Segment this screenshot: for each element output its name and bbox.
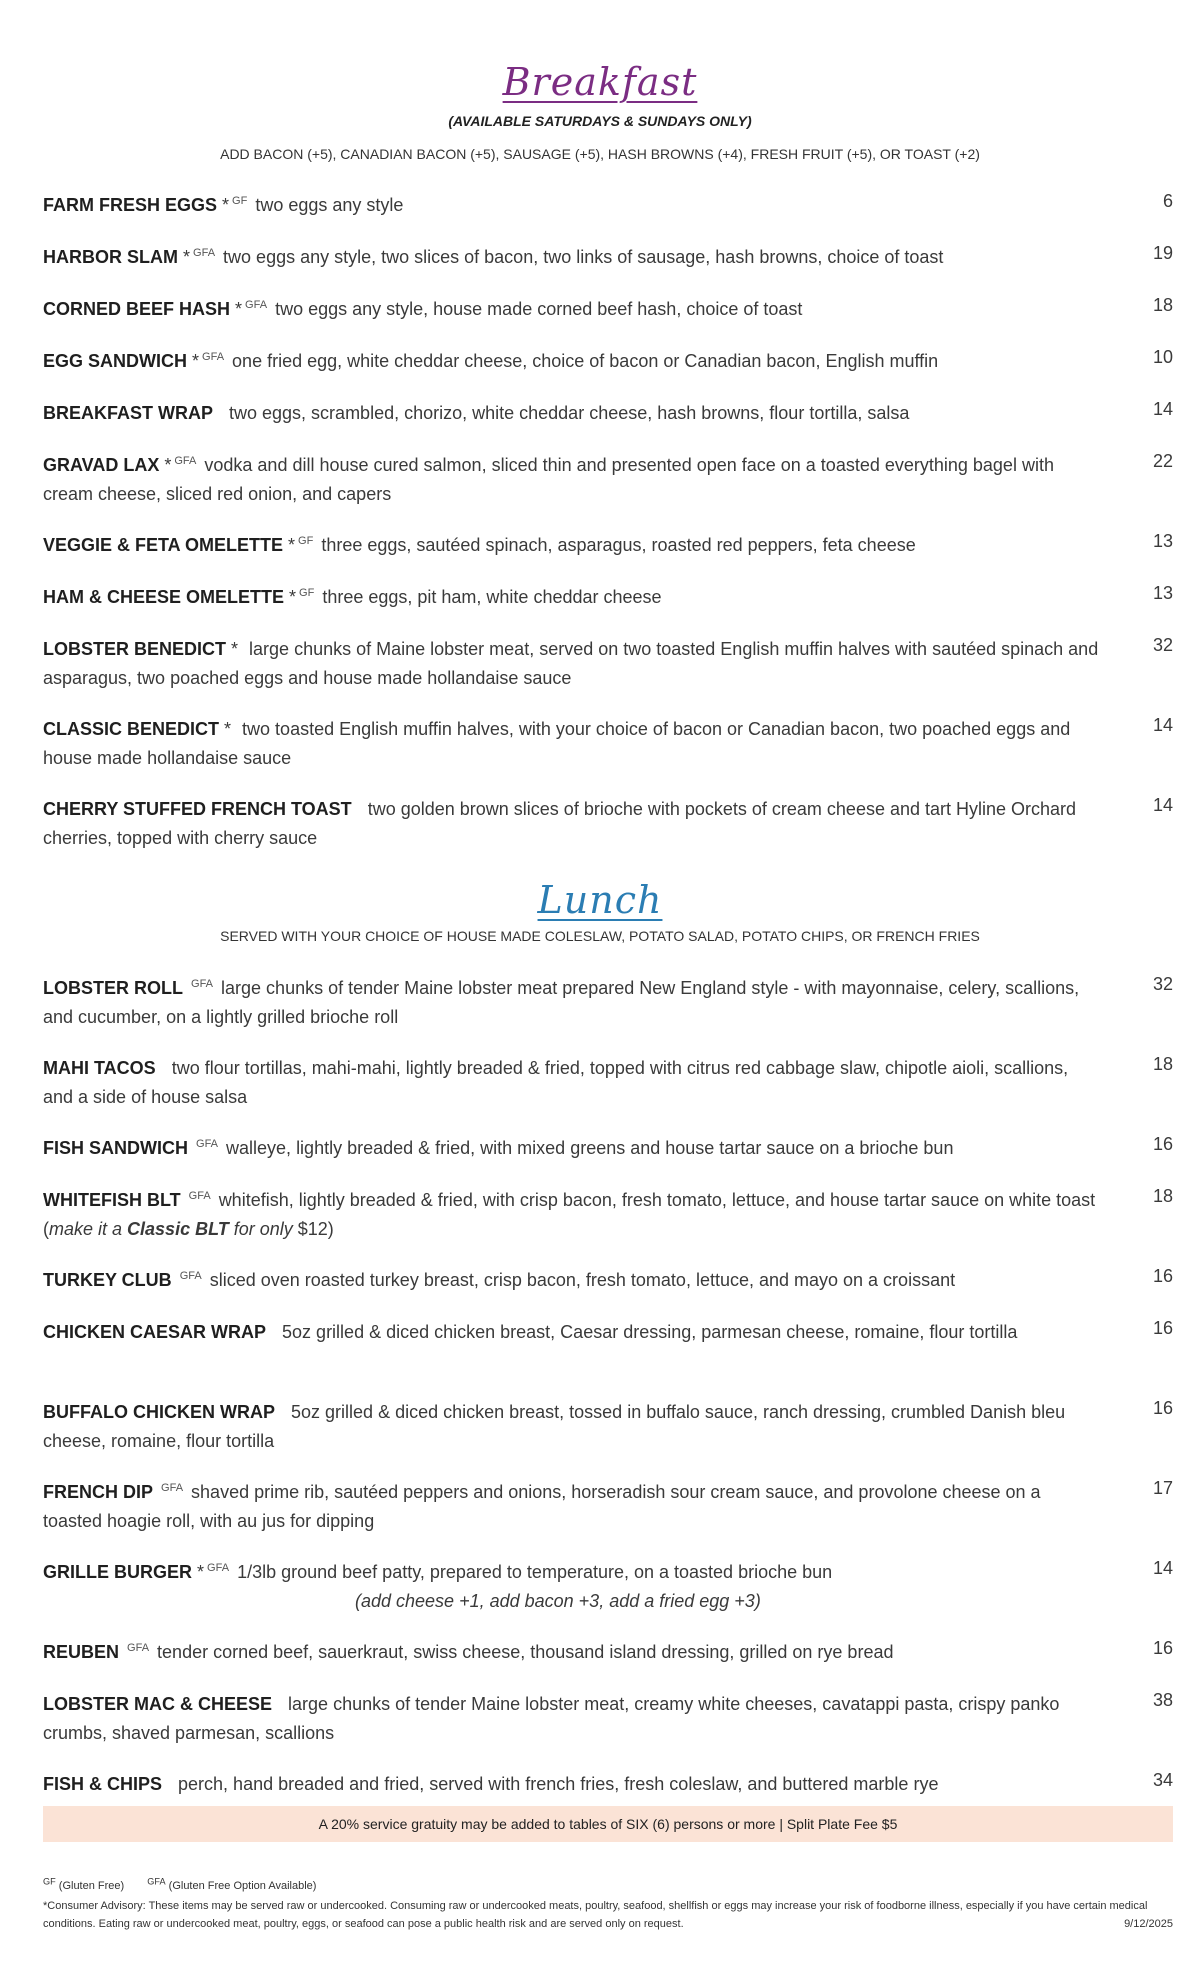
raw-advisory-mark: * bbox=[288, 535, 296, 555]
breakfast-availability: (AVAILABLE SATURDAYS & SUNDAYS ONLY) bbox=[448, 113, 752, 129]
item-description: perch, hand breaded and fried, served with french fries, fresh coleslaw, and buttered marble rye bbox=[178, 1774, 939, 1794]
item-name: BREAKFAST WRAP bbox=[43, 403, 213, 423]
lunch-items bbox=[43, 970, 1173, 1818]
raw-advisory-mark: * bbox=[231, 639, 239, 659]
item-price: 22 bbox=[1152, 451, 1173, 471]
gfa-label: (Gluten Free Option Available) bbox=[168, 1879, 317, 1892]
burger-addons: (add cheese +1, add bacon +3, add a fried egg +3) bbox=[355, 1591, 761, 1611]
raw-advisory-mark: * bbox=[183, 247, 191, 267]
menu-item bbox=[43, 1314, 1173, 1394]
gluten-mark: GFA bbox=[191, 978, 214, 990]
raw-advisory-mark: * bbox=[235, 299, 243, 319]
raw-advisory-mark: * bbox=[164, 455, 172, 475]
item-name: CHICKEN CAESAR WRAP bbox=[43, 1322, 267, 1342]
gluten-mark: GFA bbox=[193, 247, 216, 259]
item-name: VEGGIE & FETA OMELETTE bbox=[43, 535, 284, 555]
gfa-mark: GFA bbox=[147, 1876, 166, 1886]
item-price: 14 bbox=[1152, 715, 1173, 735]
item-name: HARBOR SLAM bbox=[43, 247, 178, 267]
menu-item bbox=[43, 447, 1173, 527]
item-description: shaved prime rib, sautéed peppers and onions, horseradish sour cream sauce, and provolone cheese on a toasted hoagie roll, with au jus for dipping bbox=[43, 1482, 1041, 1531]
menu-item bbox=[43, 631, 1173, 711]
item-price: 16 bbox=[1152, 1318, 1173, 1338]
item-name: FISH & CHIPS bbox=[43, 1774, 163, 1794]
gluten-mark: GFA bbox=[245, 299, 268, 311]
menu-item bbox=[43, 239, 1173, 291]
item-name: CORNED BEEF HASH bbox=[43, 299, 231, 319]
lunch-title: Lunch bbox=[537, 878, 663, 922]
menu-item bbox=[43, 1474, 1173, 1554]
item-name: CHERRY STUFFED FRENCH TOAST bbox=[43, 799, 352, 819]
menu-item bbox=[43, 1686, 1173, 1766]
item-price: 32 bbox=[1152, 635, 1173, 655]
item-description: tender corned beef, sauerkraut, swiss cheese, thousand island dressing, grilled on rye bread bbox=[157, 1642, 894, 1662]
item-name: REUBEN bbox=[43, 1642, 120, 1662]
item-description: two golden brown slices of brioche with pockets of cream cheese and tart Hyline Orchard cherries, topped with cherry sauce bbox=[43, 799, 1077, 848]
raw-advisory-mark: * bbox=[222, 195, 230, 215]
item-description-end: $12) bbox=[292, 1219, 334, 1239]
footnotes bbox=[43, 1872, 1173, 1933]
breakfast-title: Breakfast bbox=[502, 60, 698, 104]
menu-item bbox=[43, 343, 1173, 395]
menu-item bbox=[43, 1394, 1173, 1474]
item-description: 5oz grilled & diced chicken breast, tossed in buffalo sauce, ranch dressing, crumbled Danish bleu cheese, romaine, flour tortilla bbox=[43, 1402, 1066, 1451]
item-name: LOBSTER ROLL bbox=[43, 978, 183, 998]
menu-date: 9/12/2025 bbox=[1124, 1917, 1173, 1930]
gluten-mark: GFA bbox=[127, 1642, 150, 1654]
item-price: 16 bbox=[1152, 1134, 1173, 1154]
item-description: whitefish, lightly breaded & fried, with crisp bacon, fresh tomato, lettuce, and house tartar sauce on white toast ( bbox=[43, 1190, 1096, 1239]
item-price: 17 bbox=[1152, 1478, 1173, 1498]
item-description: two eggs, scrambled, chorizo, white cheddar cheese, hash browns, flour tortilla, salsa bbox=[229, 403, 910, 423]
breakfast-items bbox=[43, 187, 1173, 871]
item-description: large chunks of tender Maine lobster meat prepared New England style - with mayonnaise, celery, scallions, and cucumber, on a lightly grilled brioche roll bbox=[43, 978, 1080, 1027]
classic-blt-label: Classic BLT bbox=[127, 1219, 229, 1239]
raw-advisory-mark: * bbox=[224, 719, 232, 739]
gf-label: (Gluten Free) bbox=[58, 1879, 125, 1892]
raw-advisory-mark: * bbox=[197, 1562, 205, 1582]
item-price: 18 bbox=[1152, 1054, 1173, 1074]
menu-item bbox=[43, 1262, 1173, 1314]
lunch-sides-note: SERVED WITH YOUR CHOICE OF HOUSE MADE COLESLAW, POTATO SALAD, POTATO CHIPS, OR FRENCH FRIES bbox=[220, 928, 980, 944]
item-price: 16 bbox=[1152, 1398, 1173, 1418]
menu-item bbox=[43, 187, 1173, 239]
consumer-advisory: *Consumer Advisory: These items may be served raw or undercooked. Consuming raw or undercooked meats, poultry, seafood, shellfish or eggs may increase your risk of foodborne illness, especially if you have certain medical conditions. Eating raw or undercooked meat, poultry, eggs, or seafood can pose a public health risk and are served only on request. bbox=[43, 1899, 1148, 1930]
item-name: MAHI TACOS bbox=[43, 1058, 156, 1078]
item-price: 18 bbox=[1152, 1186, 1173, 1206]
gf-mark: GF bbox=[43, 1876, 56, 1886]
item-price: 38 bbox=[1152, 1690, 1173, 1710]
item-price: 32 bbox=[1152, 974, 1173, 994]
gluten-mark: GFA bbox=[174, 455, 197, 467]
item-price: 16 bbox=[1152, 1638, 1173, 1658]
item-description: two eggs any style, two slices of bacon, two links of sausage, hash browns, choice of toast bbox=[223, 247, 944, 267]
menu-item bbox=[43, 1182, 1173, 1262]
gluten-mark: GFA bbox=[179, 1270, 202, 1282]
item-price: 6 bbox=[1162, 191, 1173, 211]
item-name: FISH SANDWICH bbox=[43, 1138, 188, 1158]
item-description: three eggs, sautéed spinach, asparagus, roasted red peppers, feta cheese bbox=[321, 535, 916, 555]
item-name: FARM FRESH EGGS bbox=[43, 195, 218, 215]
menu-item bbox=[43, 527, 1173, 579]
item-description: two toasted English muffin halves, with your choice of bacon or Canadian bacon, two poached eggs and house made hollandaise sauce bbox=[43, 719, 1071, 768]
item-name: LOBSTER BENEDICT bbox=[43, 639, 227, 659]
item-description: large chunks of Maine lobster meat, served on two toasted English muffin halves with sautéed spinach and asparagus, two poached eggs and house made hollandaise sauce bbox=[43, 639, 1099, 688]
gluten-mark: GF bbox=[299, 587, 315, 599]
item-description: three eggs, pit ham, white cheddar cheese bbox=[322, 587, 662, 607]
item-name: GRILLE BURGER bbox=[43, 1562, 193, 1582]
item-price: 14 bbox=[1152, 399, 1173, 419]
item-price: 10 bbox=[1152, 347, 1173, 367]
menu-item bbox=[43, 970, 1173, 1050]
item-description: 1/3lb ground beef patty, prepared to temperature, on a toasted brioche bun bbox=[237, 1562, 833, 1582]
item-description: one fried egg, white cheddar cheese, choice of bacon or Canadian bacon, English muffin bbox=[232, 351, 939, 371]
gluten-mark: GFA bbox=[207, 1562, 230, 1574]
item-description-italic: make it a bbox=[49, 1219, 128, 1239]
item-description: two eggs any style, house made corned beef hash, choice of toast bbox=[275, 299, 803, 319]
item-description: two flour tortillas, mahi-mahi, lightly breaded & fried, topped with citrus red cabbage slaw, chipotle aioli, scallions, and a side of house salsa bbox=[43, 1058, 1069, 1107]
item-description: large chunks of tender Maine lobster meat, creamy white cheeses, cavatappi pasta, crispy panko crumbs, shaved parmesan, scallions bbox=[43, 1694, 1060, 1743]
item-price: 18 bbox=[1152, 295, 1173, 315]
raw-advisory-mark: * bbox=[289, 587, 297, 607]
gluten-legend bbox=[43, 1872, 1173, 1895]
item-description: 5oz grilled & diced chicken breast, Caesar dressing, parmesan cheese, romaine, flour tortilla bbox=[282, 1322, 1018, 1342]
menu-item bbox=[43, 395, 1173, 447]
item-name: GRAVAD LAX bbox=[43, 455, 160, 475]
item-name: FRENCH DIP bbox=[43, 1482, 154, 1502]
gluten-mark: GFA bbox=[196, 1138, 219, 1150]
item-price: 14 bbox=[1152, 795, 1173, 815]
menu-item bbox=[43, 1634, 1173, 1686]
item-description: sliced oven roasted turkey breast, crisp bacon, fresh tomato, lettuce, and mayo on a croissant bbox=[209, 1270, 956, 1290]
item-description: walleye, lightly breaded & fried, with mixed greens and house tartar sauce on a brioche bun bbox=[226, 1138, 954, 1158]
gluten-mark: GFA bbox=[188, 1190, 211, 1202]
gluten-mark: GFA bbox=[161, 1482, 184, 1494]
item-price: 13 bbox=[1152, 531, 1173, 551]
menu-item bbox=[43, 579, 1173, 631]
item-name: WHITEFISH BLT bbox=[43, 1190, 181, 1210]
menu-item bbox=[43, 291, 1173, 343]
menu-item bbox=[43, 1130, 1173, 1182]
gluten-mark: GF bbox=[298, 535, 314, 547]
gratuity-notice: A 20% service gratuity may be added to tables of SIX (6) persons or more | Split Plate Fee $5 bbox=[43, 1806, 1173, 1842]
gluten-mark: GFA bbox=[202, 351, 225, 363]
menu-item bbox=[43, 711, 1173, 791]
menu-item bbox=[43, 1554, 1173, 1634]
raw-advisory-mark: * bbox=[192, 351, 200, 371]
item-price: 13 bbox=[1152, 583, 1173, 603]
item-price: 34 bbox=[1152, 1770, 1173, 1790]
item-price: 14 bbox=[1152, 1558, 1173, 1578]
item-name: TURKEY CLUB bbox=[43, 1270, 172, 1290]
gluten-mark: GF bbox=[232, 195, 248, 207]
menu-item bbox=[43, 1050, 1173, 1130]
breakfast-addons: ADD BACON (+5), CANADIAN BACON (+5), SAUSAGE (+5), HASH BROWNS (+4), FRESH FRUIT (+5), OR TOAST (+2) bbox=[220, 146, 980, 162]
item-name: BUFFALO CHICKEN WRAP bbox=[43, 1402, 275, 1422]
item-name: HAM & CHEESE OMELETTE bbox=[43, 587, 285, 607]
item-price: 19 bbox=[1152, 243, 1173, 263]
item-price: 16 bbox=[1152, 1266, 1173, 1286]
menu-item bbox=[43, 791, 1173, 871]
item-description: vodka and dill house cured salmon, sliced thin and presented open face on a toasted everything bagel with cream cheese, sliced red onion, and capers bbox=[43, 455, 1054, 504]
item-description-italic-2: for only bbox=[228, 1219, 293, 1239]
item-name: EGG SANDWICH bbox=[43, 351, 187, 371]
item-description: two eggs any style bbox=[255, 195, 404, 215]
item-name: CLASSIC BENEDICT bbox=[43, 719, 220, 739]
item-name: LOBSTER MAC & CHEESE bbox=[43, 1694, 273, 1714]
